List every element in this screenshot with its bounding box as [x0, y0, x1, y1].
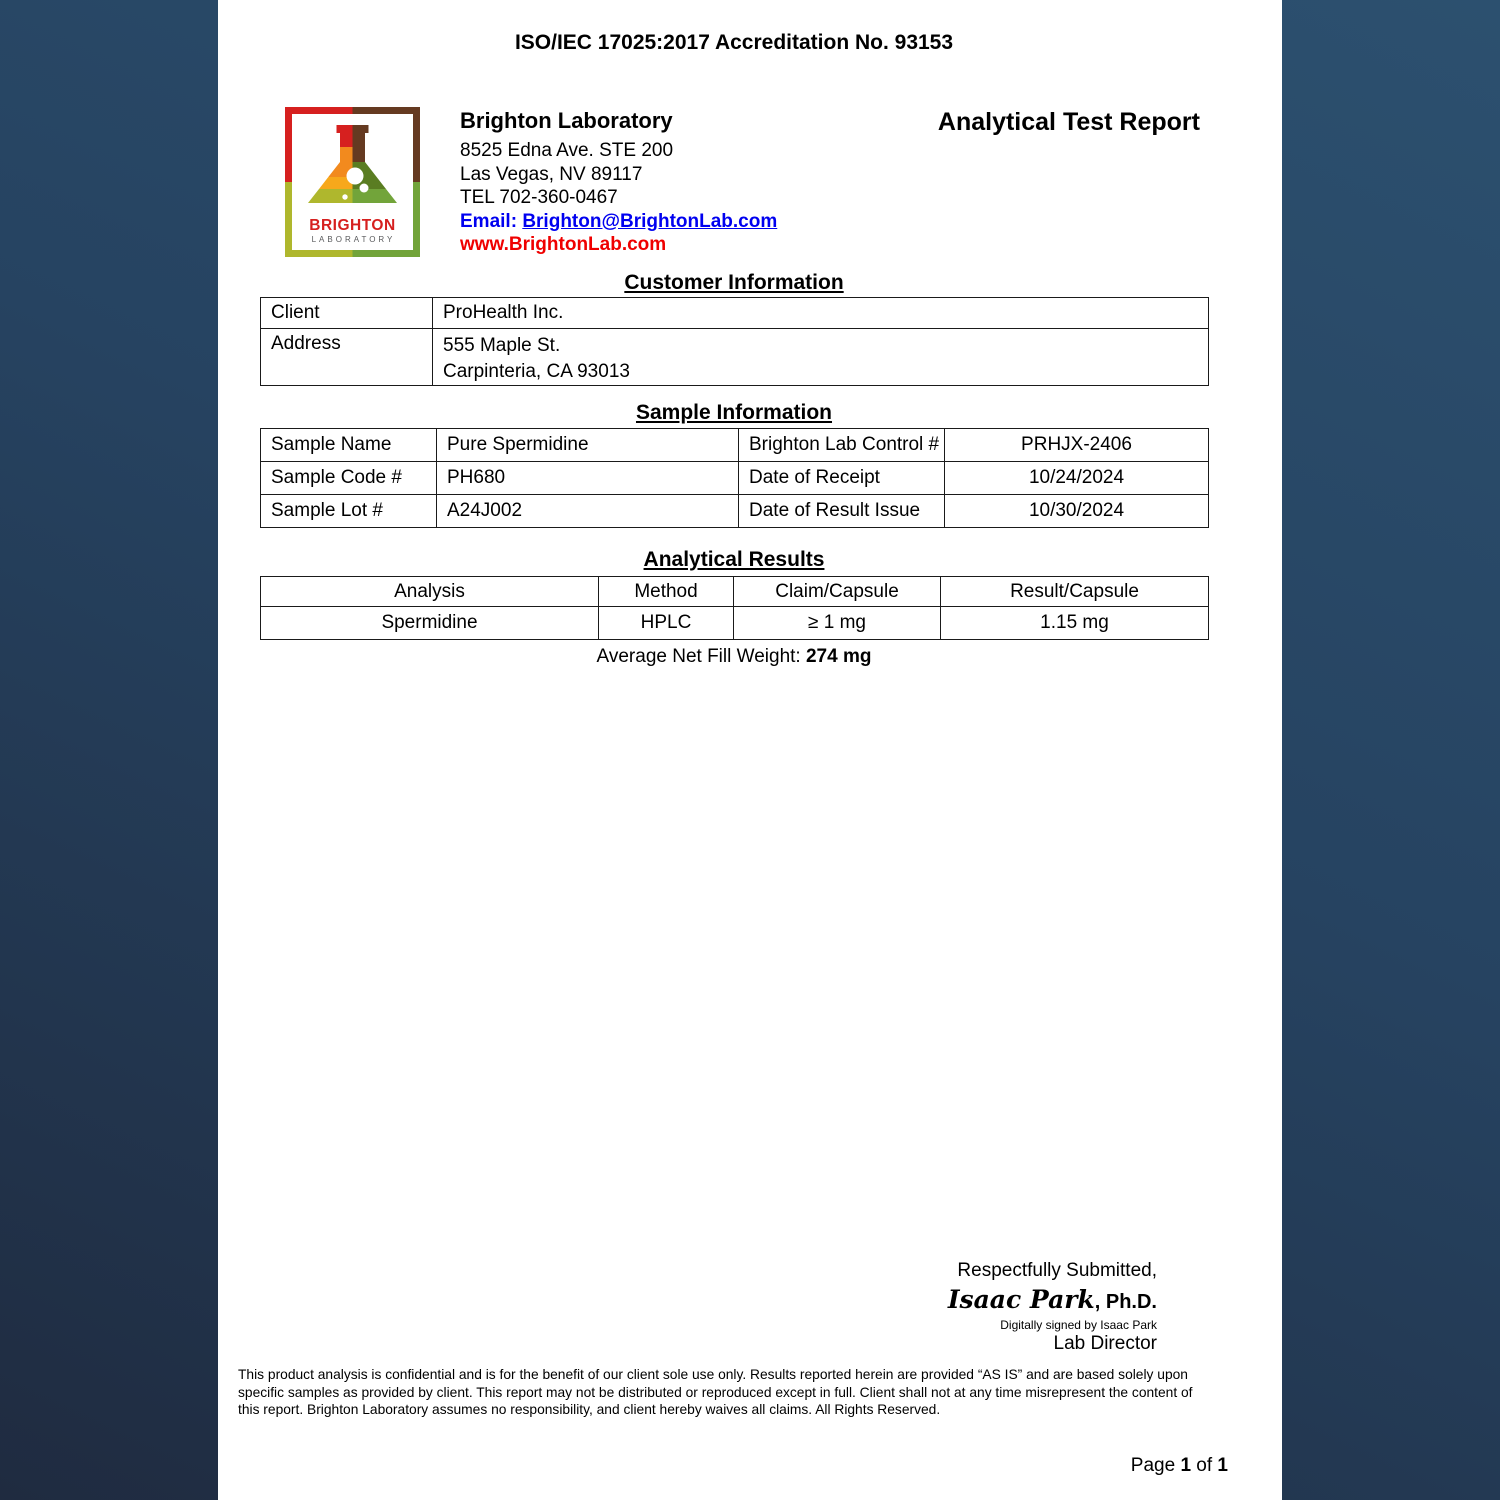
report-page — [218, 0, 1282, 1500]
customer-info-heading: Customer Information — [624, 271, 844, 294]
lab-control-value: PRHJX-2406 — [945, 429, 1209, 462]
avg-fill-value: 274 mg — [805, 646, 872, 667]
lab-contact-block — [460, 108, 777, 257]
table-row — [261, 429, 1209, 462]
sample-lot-value: A24J002 — [437, 495, 739, 528]
accreditation-header: ISO/IEC 17025:2017 Accreditation No. 93153 — [514, 31, 954, 54]
date-receipt-value: 10/24/2024 — [945, 462, 1209, 495]
sample-name-label: Sample Name — [261, 429, 437, 462]
signature-block — [948, 1260, 1157, 1355]
sample-code-value: PH680 — [437, 462, 739, 495]
page-of: of — [1191, 1455, 1218, 1476]
table-row — [261, 298, 1209, 329]
signature-script-name: Isaac Park — [947, 1285, 1095, 1314]
page-total: 1 — [1217, 1455, 1228, 1476]
client-label: Client — [261, 298, 433, 329]
analytical-results-heading: Analytical Results — [643, 548, 825, 571]
col-claim: Claim/Capsule — [734, 577, 941, 607]
col-method: Method — [599, 577, 734, 607]
page-current: 1 — [1180, 1455, 1192, 1476]
lab-website-line — [460, 233, 777, 257]
address-line1: 555 Maple St. — [443, 335, 561, 356]
email-label: Email: — [460, 210, 523, 232]
report-title: Analytical Test Report — [937, 108, 1200, 136]
table-row — [261, 495, 1209, 528]
logo-brand-text: BRIGHTON — [309, 217, 396, 234]
claim-value: ≥ 1 mg — [734, 607, 941, 640]
disclaimer-text: This product analysis is confidential and is for the benefit of our client sole use only. Results reported herein are provided “AS IS” and are based solely upon specific samples as provided by client. This report may not be distributed or reproduced except in full. Client shall not at any time misrepresent the content of this report. Brighton Laboratory assumes no responsibility, and client hereby waives all claims. All Rights Reserved. — [238, 1367, 1193, 1418]
lab-address-line2: Las Vegas, NV 89117 — [460, 163, 643, 185]
lab-address-line1: 8525 Edna Ave. STE 200 — [460, 140, 674, 161]
address-value — [433, 329, 1209, 386]
sample-code-label: Sample Code # — [261, 462, 437, 495]
bubble-small-icon — [342, 194, 347, 199]
signature-name-row — [948, 1285, 1157, 1314]
avg-fill-label: Average Net Fill Weight: — [596, 646, 806, 667]
logo-sub-text: LABORATORY — [311, 235, 396, 244]
lab-control-label: Brighton Lab Control # — [739, 429, 945, 462]
lab-name: Brighton Laboratory — [460, 108, 673, 133]
analytical-results-table — [260, 576, 1209, 640]
sample-info-table — [260, 428, 1209, 528]
email-link[interactable]: Brighton@BrightonLab.com — [522, 210, 778, 232]
address-line2: Carpinteria, CA 93013 — [443, 361, 630, 382]
lab-phone: TEL 702-360-0467 — [460, 187, 618, 208]
method-value: HPLC — [599, 607, 734, 640]
col-analysis: Analysis — [261, 577, 599, 607]
sample-info-heading: Sample Information — [635, 401, 833, 424]
result-value: 1.15 mg — [941, 607, 1209, 640]
bubble-large-icon — [347, 168, 364, 185]
table-row — [261, 607, 1209, 640]
bubble-medium-icon — [360, 184, 369, 193]
date-issue-value: 10/30/2024 — [945, 495, 1209, 528]
page-number — [1131, 1455, 1228, 1477]
signer-title: Lab Director — [1053, 1333, 1157, 1354]
average-net-fill-weight — [260, 646, 1208, 668]
website-link[interactable]: www.BrightonLab.com — [460, 234, 667, 255]
customer-info-table — [260, 297, 1209, 386]
brighton-lab-logo — [285, 107, 420, 257]
page-prefix: Page — [1130, 1455, 1181, 1476]
flask-icon — [308, 125, 397, 203]
table-row — [261, 462, 1209, 495]
analysis-value: Spermidine — [261, 607, 599, 640]
date-receipt-label: Date of Receipt — [739, 462, 945, 495]
digital-signature-note: Digitally signed by Isaac Park — [1000, 1318, 1157, 1332]
signature-credentials: , Ph.D. — [1094, 1291, 1157, 1313]
signature-salutation: Respectfully Submitted, — [957, 1260, 1157, 1281]
lab-email-line — [460, 210, 777, 234]
date-issue-label: Date of Result Issue — [739, 495, 945, 528]
col-result: Result/Capsule — [941, 577, 1209, 607]
sample-name-value: Pure Spermidine — [437, 429, 739, 462]
sample-lot-label: Sample Lot # — [261, 495, 437, 528]
client-value: ProHealth Inc. — [433, 298, 1209, 329]
table-header-row — [261, 577, 1209, 607]
address-label: Address — [261, 329, 433, 386]
table-row — [261, 329, 1209, 386]
